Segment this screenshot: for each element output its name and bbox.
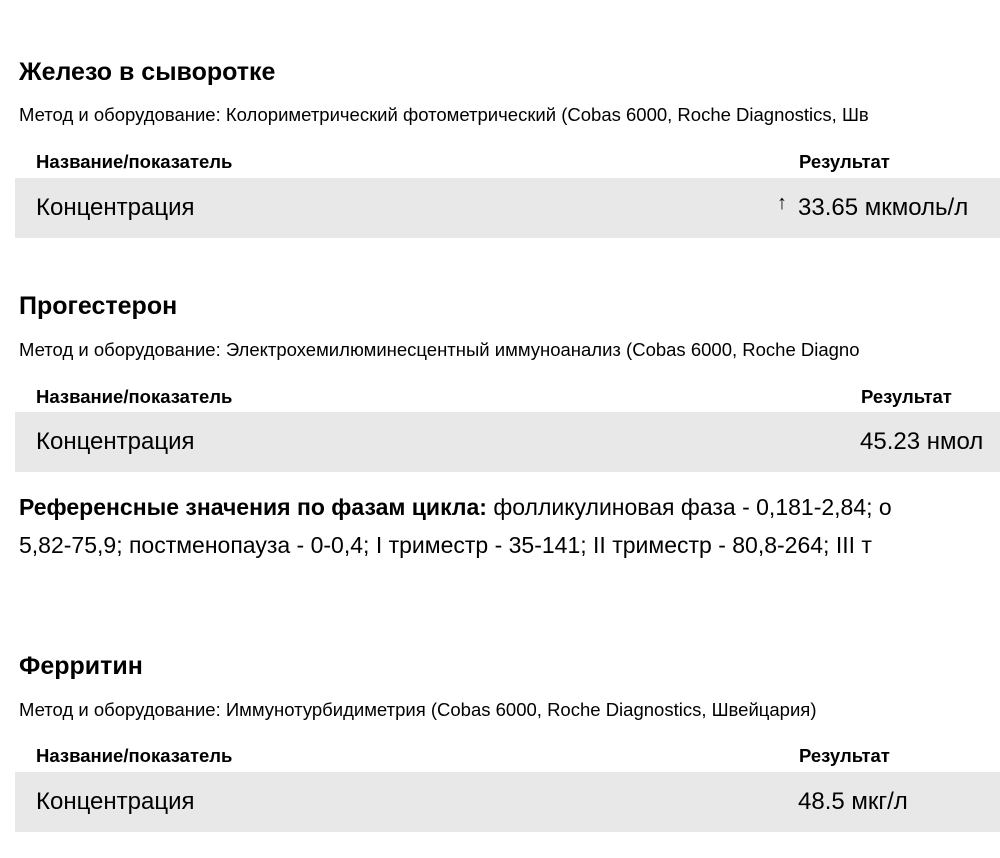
method-text-iron: Метод и оборудование: Колориметрический фотометрический (Cobas 6000, Roche Diagnostics, Шв: [19, 104, 869, 125]
column-header-result: Результат: [861, 386, 952, 407]
section-title-iron: Железо в сыворотке: [19, 58, 276, 86]
result-value: 33.65 мкмоль/л: [798, 194, 969, 221]
row-name-label: Концентрация: [36, 194, 195, 221]
row-name-label: Концентрация: [36, 428, 195, 455]
reference-values-line-2: 5,82-75,9; постменопауза - 0-0,4; I триместр - 35-141; II триместр - 80,8-264; III т: [19, 532, 872, 558]
reference-values-line-1: [19, 492, 892, 522]
method-text-progesterone: Метод и оборудование: Электрохемилюминесцентный иммуноанализ (Cobas 6000, Roche Diagno: [19, 339, 860, 360]
column-header-name: Название/показатель: [36, 151, 233, 172]
table-row: [15, 412, 1000, 472]
section-title-ferritin: Ферритин: [19, 652, 143, 680]
result-value: 45.23 нмол: [860, 428, 984, 455]
column-header-result: Результат: [799, 151, 890, 172]
reference-values-text: фолликулиновая фаза - 0,181-2,84; о: [493, 494, 892, 520]
method-text-ferritin: Метод и оборудование: Иммунотурбидиметрия (Cobas 6000, Roche Diagnostics, Швейцария): [19, 699, 817, 720]
row-name-label: Концентрация: [36, 788, 195, 815]
section-title-progesterone: Прогестерон: [19, 292, 178, 320]
column-header-name: Название/показатель: [36, 745, 233, 766]
result-value: 48.5 мкг/л: [798, 788, 908, 815]
column-header-name: Название/показатель: [36, 386, 233, 407]
arrow-up-icon: ↑: [777, 192, 787, 214]
reference-values-label: Референсные значения по фазам цикла:: [19, 494, 487, 520]
table-row: [15, 772, 1000, 832]
column-header-result: Результат: [799, 745, 890, 766]
table-row: [15, 178, 1000, 238]
